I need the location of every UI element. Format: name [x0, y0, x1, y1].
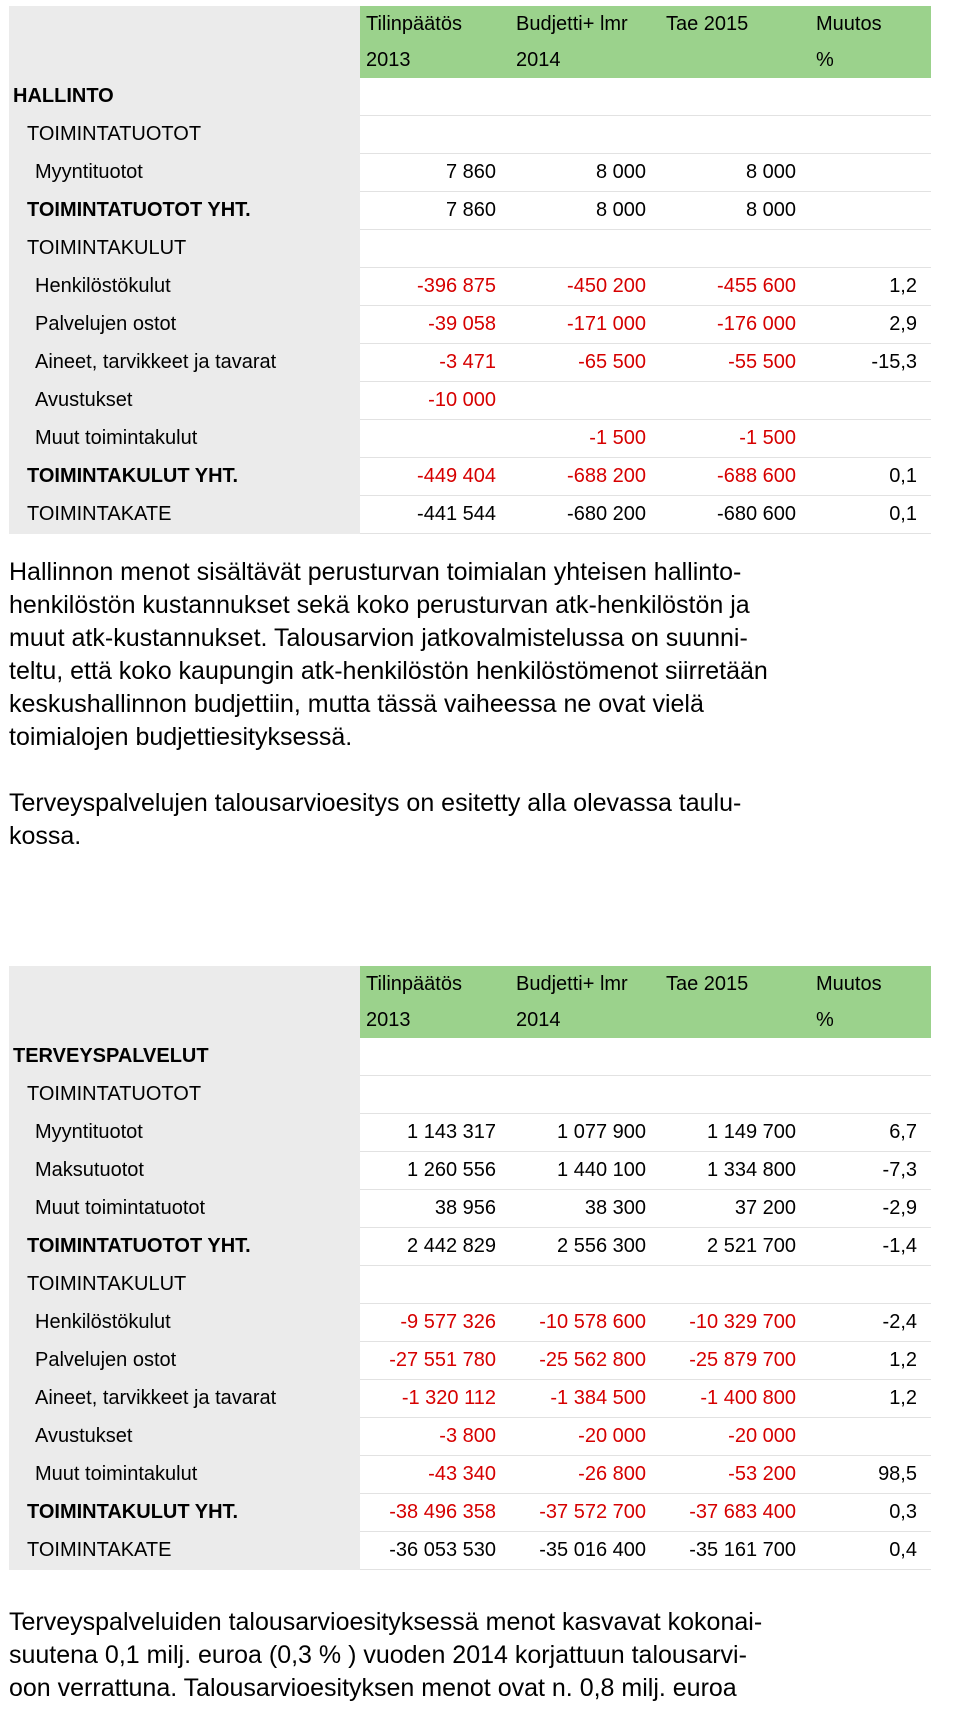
value-cell: 7 860 — [360, 154, 510, 192]
value-cell: 1,2 — [810, 268, 931, 306]
value-cell: -688 600 — [660, 458, 810, 496]
table-row — [9, 1228, 931, 1266]
value-cell: -43 340 — [360, 1456, 510, 1494]
value-cell — [810, 154, 931, 192]
value-cell: -680 200 — [510, 496, 660, 534]
value-cell: -37 572 700 — [510, 1494, 660, 1532]
value-cell: 1,2 — [810, 1380, 931, 1418]
value-cell: -1 320 112 — [360, 1380, 510, 1418]
value-cell: -2,9 — [810, 1190, 931, 1228]
value-cell: 98,5 — [810, 1456, 931, 1494]
value-cell — [810, 1266, 931, 1304]
row-label: Henkilöstökulut — [35, 1311, 171, 1333]
row-label: Aineet, tarvikkeet ja tavarat — [35, 1387, 277, 1409]
table-row — [9, 382, 931, 420]
value-cell — [660, 382, 810, 420]
value-cell — [510, 1076, 660, 1114]
row-label: TOIMINTAKULUT YHT. — [27, 1501, 239, 1523]
text-line: teltu, että koko kaupungin atk-henkilöstön henkilöstömenot siirretään — [9, 657, 768, 685]
value-cell — [360, 230, 510, 268]
value-cell: -27 551 780 — [360, 1342, 510, 1380]
value-cell: 2 521 700 — [660, 1228, 810, 1266]
value-cell: 37 200 — [660, 1190, 810, 1228]
value-cell: -35 161 700 — [660, 1532, 810, 1570]
value-cell: -7,3 — [810, 1152, 931, 1190]
value-cell: 8 000 — [510, 192, 660, 230]
value-cell — [810, 420, 931, 458]
value-cell: 2 442 829 — [360, 1228, 510, 1266]
value-cell — [360, 1076, 510, 1114]
value-cell: 1 077 900 — [510, 1114, 660, 1152]
column-header: % — [810, 1002, 931, 1038]
paragraph-terveyspalvelut-summary — [9, 1606, 929, 1705]
text-line: henkilöstön kustannukset sekä koko perusturvan atk-henkilöstön ja — [9, 591, 750, 619]
header-row — [9, 1002, 931, 1038]
value-cell: 1 143 317 — [360, 1114, 510, 1152]
column-header: % — [810, 42, 931, 78]
text-line: toimialojen budjettiesityksessä. — [9, 723, 353, 751]
row-label: Myyntituotot — [35, 1121, 143, 1143]
table-row — [9, 268, 931, 306]
value-cell: 8 000 — [660, 192, 810, 230]
value-cell: -25 879 700 — [660, 1342, 810, 1380]
value-cell — [510, 116, 660, 154]
row-label: TOIMINTATUOTOT — [27, 1083, 202, 1105]
value-cell: -1 384 500 — [510, 1380, 660, 1418]
value-cell: -3 471 — [360, 344, 510, 382]
empty-cell — [510, 1038, 660, 1076]
column-header: Tilinpäätös — [360, 6, 510, 42]
value-cell: -38 496 358 — [360, 1494, 510, 1532]
row-label: TOIMINTATUOTOT — [27, 123, 202, 145]
row-label: Avustukset — [35, 1425, 133, 1447]
value-cell: -10 578 600 — [510, 1304, 660, 1342]
value-cell: 38 956 — [360, 1190, 510, 1228]
value-cell — [360, 1266, 510, 1304]
value-cell — [510, 1266, 660, 1304]
value-cell: 6,7 — [810, 1114, 931, 1152]
header-blank-cell — [9, 966, 360, 1002]
value-cell: 1 334 800 — [660, 1152, 810, 1190]
empty-cell — [660, 78, 810, 116]
value-cell: 2 556 300 — [510, 1228, 660, 1266]
value-cell: -53 200 — [660, 1456, 810, 1494]
value-cell: -1 500 — [660, 420, 810, 458]
column-header: Budjetti+ lmr — [510, 966, 660, 1002]
row-label: TOIMINTAKATE — [27, 1539, 172, 1561]
table-row — [9, 116, 931, 154]
budget-table-terveyspalvelut — [9, 966, 931, 1570]
value-cell: -39 058 — [360, 306, 510, 344]
header-row — [9, 42, 931, 78]
table-row — [9, 420, 931, 458]
table-row — [9, 1418, 931, 1456]
column-header: Tae 2015 — [660, 966, 810, 1002]
value-cell: -15,3 — [810, 344, 931, 382]
row-label: Muut toimintakulut — [35, 1463, 198, 1485]
table-row — [9, 1076, 931, 1114]
text-line: oon verrattuna. Talousarvioesityksen menot ovat n. 0,8 milj. euroa — [9, 1674, 737, 1702]
value-cell: -2,4 — [810, 1304, 931, 1342]
value-cell: -396 875 — [360, 268, 510, 306]
table-row — [9, 1266, 931, 1304]
value-cell: -25 562 800 — [510, 1342, 660, 1380]
value-cell — [660, 1266, 810, 1304]
column-header: 2013 — [360, 1002, 510, 1038]
value-cell: -171 000 — [510, 306, 660, 344]
row-label: Muut toimintakulut — [35, 427, 198, 449]
table-row — [9, 154, 931, 192]
value-cell — [810, 1076, 931, 1114]
text-line: Terveyspalveluiden talousarvioesityksessä menot kasvavat kokonai- — [9, 1608, 763, 1636]
header-blank-cell — [9, 42, 360, 78]
value-cell — [810, 192, 931, 230]
value-cell: -35 016 400 — [510, 1532, 660, 1570]
empty-cell — [660, 1038, 810, 1076]
table-row — [9, 230, 931, 268]
row-label: Henkilöstökulut — [35, 275, 171, 297]
value-cell — [810, 116, 931, 154]
value-cell: -441 544 — [360, 496, 510, 534]
text-line: Hallinnon menot sisältävät perusturvan toimialan yhteisen hallinto- — [9, 558, 742, 586]
value-cell — [360, 420, 510, 458]
value-cell — [810, 382, 931, 420]
value-cell — [360, 116, 510, 154]
row-label: TOIMINTAKULUT — [27, 1273, 187, 1295]
value-cell: 1 149 700 — [660, 1114, 810, 1152]
row-label: Muut toimintatuotot — [35, 1197, 206, 1219]
value-cell: -37 683 400 — [660, 1494, 810, 1532]
table — [9, 6, 931, 534]
column-header: Muutos — [810, 6, 931, 42]
value-cell: 7 860 — [360, 192, 510, 230]
row-label: Myyntituotot — [35, 161, 143, 183]
table-row — [9, 1114, 931, 1152]
row-label: Palvelujen ostot — [35, 313, 177, 335]
value-cell: 1,2 — [810, 1342, 931, 1380]
column-header: Tae 2015 — [660, 6, 810, 42]
column-header — [660, 42, 810, 78]
value-cell: -10 329 700 — [660, 1304, 810, 1342]
value-cell — [660, 230, 810, 268]
value-cell: 2,9 — [810, 306, 931, 344]
value-cell: -1,4 — [810, 1228, 931, 1266]
section-title: TERVEYSPALVELUT — [13, 1045, 209, 1068]
value-cell — [660, 116, 810, 154]
table — [9, 966, 931, 1570]
empty-cell — [810, 78, 931, 116]
value-cell: -36 053 530 — [360, 1532, 510, 1570]
value-cell: -1 500 — [510, 420, 660, 458]
header-row — [9, 966, 931, 1002]
table-row — [9, 306, 931, 344]
column-header: Muutos — [810, 966, 931, 1002]
column-header: 2013 — [360, 42, 510, 78]
value-cell: -1 400 800 — [660, 1380, 810, 1418]
value-cell — [510, 230, 660, 268]
column-header: Tilinpäätös — [360, 966, 510, 1002]
value-cell: -455 600 — [660, 268, 810, 306]
header-blank-cell — [9, 6, 360, 42]
empty-cell — [360, 78, 510, 116]
value-cell: -176 000 — [660, 306, 810, 344]
table-row — [9, 1456, 931, 1494]
table-row — [9, 1494, 931, 1532]
value-cell: -3 800 — [360, 1418, 510, 1456]
paragraph-hallinto-description — [9, 556, 929, 754]
row-label: Maksutuotot — [35, 1159, 144, 1181]
row-label: Palvelujen ostot — [35, 1349, 177, 1371]
section-row — [9, 1038, 931, 1076]
value-cell: -688 200 — [510, 458, 660, 496]
section-title: HALLINTO — [13, 85, 114, 108]
table-row — [9, 458, 931, 496]
value-cell: 1 440 100 — [510, 1152, 660, 1190]
value-cell: -680 600 — [660, 496, 810, 534]
value-cell: -20 000 — [510, 1418, 660, 1456]
row-label: TOIMINTAKULUT — [27, 237, 187, 259]
value-cell: 0,3 — [810, 1494, 931, 1532]
value-cell: 0,4 — [810, 1532, 931, 1570]
value-cell — [510, 382, 660, 420]
text-line: kossa. — [9, 822, 82, 850]
text-line: muut atk-kustannukset. Talousarvion jatkovalmistelussa on suunni- — [9, 624, 748, 652]
value-cell: 8 000 — [510, 154, 660, 192]
text-line: suutena 0,1 milj. euroa (0,3 % ) vuoden 2014 korjattuun talousarvi- — [9, 1641, 747, 1669]
value-cell: 8 000 — [660, 154, 810, 192]
row-label: Avustukset — [35, 389, 133, 411]
table-row — [9, 1152, 931, 1190]
row-label: Aineet, tarvikkeet ja tavarat — [35, 351, 277, 373]
text-line: keskushallinnon budjettiin, mutta tässä vaiheessa ne ovat vielä — [9, 690, 704, 718]
value-cell: -65 500 — [510, 344, 660, 382]
row-label: TOIMINTAKATE — [27, 503, 172, 525]
value-cell: -449 404 — [360, 458, 510, 496]
value-cell — [810, 1418, 931, 1456]
column-header: Budjetti+ lmr — [510, 6, 660, 42]
table-row — [9, 1342, 931, 1380]
table-row — [9, 1380, 931, 1418]
section-row — [9, 78, 931, 116]
row-label: TOIMINTAKULUT YHT. — [27, 465, 239, 487]
header-blank-cell — [9, 1002, 360, 1038]
value-cell — [810, 230, 931, 268]
empty-cell — [810, 1038, 931, 1076]
table-row — [9, 1190, 931, 1228]
value-cell: -10 000 — [360, 382, 510, 420]
value-cell: -450 200 — [510, 268, 660, 306]
value-cell — [660, 1076, 810, 1114]
table-row — [9, 344, 931, 382]
budget-table-hallinto — [9, 6, 931, 534]
row-label: TOIMINTATUOTOT YHT. — [27, 1235, 251, 1257]
value-cell: 1 260 556 — [360, 1152, 510, 1190]
value-cell: 0,1 — [810, 458, 931, 496]
column-header — [660, 1002, 810, 1038]
value-cell: 38 300 — [510, 1190, 660, 1228]
table-row — [9, 192, 931, 230]
column-header: 2014 — [510, 42, 660, 78]
column-header: 2014 — [510, 1002, 660, 1038]
value-cell: -55 500 — [660, 344, 810, 382]
table-row — [9, 496, 931, 534]
value-cell: -26 800 — [510, 1456, 660, 1494]
table-row — [9, 1304, 931, 1342]
text-line: Terveyspalvelujen talousarvioesitys on esitetty alla olevassa taulu- — [9, 789, 742, 817]
row-label: TOIMINTATUOTOT YHT. — [27, 199, 251, 221]
value-cell: -20 000 — [660, 1418, 810, 1456]
value-cell: 0,1 — [810, 496, 931, 534]
paragraph-terveyspalvelut-intro — [9, 787, 929, 853]
header-row — [9, 6, 931, 42]
table-row — [9, 1532, 931, 1570]
value-cell: -9 577 326 — [360, 1304, 510, 1342]
empty-cell — [510, 78, 660, 116]
empty-cell — [360, 1038, 510, 1076]
